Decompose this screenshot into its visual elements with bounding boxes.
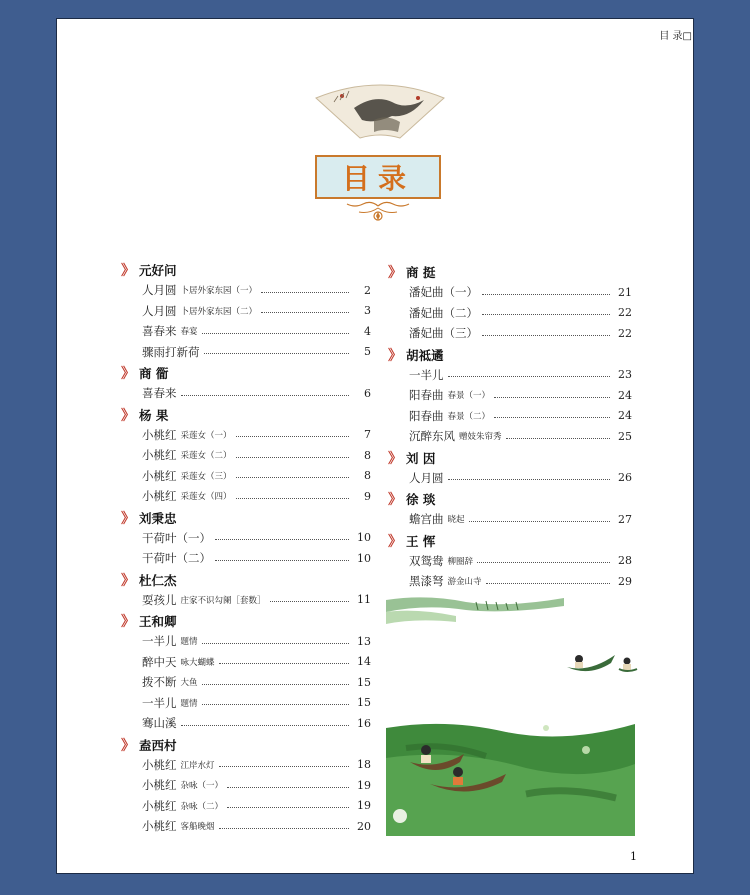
entry-subtitle: 柳圈辞 <box>447 556 474 567</box>
entry-page-number: 26 <box>618 471 632 485</box>
chevron-right-icon: 》 <box>121 737 135 754</box>
entry-subtitle: 客船晚烟 <box>180 822 215 833</box>
author-heading <box>388 262 632 282</box>
author-heading <box>121 611 371 631</box>
toc-left-column <box>121 259 371 837</box>
toc-entry[interactable] <box>388 509 632 530</box>
entry-page-number: 24 <box>618 388 632 402</box>
toc-entry[interactable] <box>121 631 371 652</box>
author-heading <box>121 363 371 383</box>
dot-leader <box>469 521 610 522</box>
entry-title: 黑漆弩 <box>409 574 444 589</box>
toc-entry[interactable] <box>121 486 371 507</box>
entry-page-number: 5 <box>364 345 371 359</box>
chevron-right-icon: 》 <box>388 533 402 550</box>
toc-entry[interactable] <box>121 445 371 466</box>
entry-subtitle: 采莲女（三） <box>180 471 232 482</box>
dot-leader <box>181 725 350 726</box>
entry-title: 阳春曲 <box>409 388 444 403</box>
toc-entry[interactable] <box>388 551 632 572</box>
chevron-right-icon: 》 <box>388 347 402 364</box>
entry-page-number: 2 <box>364 283 371 297</box>
chevron-right-icon: 》 <box>388 492 402 508</box>
entry-page-number: 8 <box>364 448 371 462</box>
toc-entry[interactable] <box>121 590 371 611</box>
entry-title: 双鸳鸯 <box>409 553 444 568</box>
toc-entry[interactable] <box>121 425 371 446</box>
dot-leader <box>202 704 349 705</box>
dot-leader <box>270 601 349 602</box>
toc-title-text: 目录 <box>341 162 414 195</box>
toc-title <box>315 155 441 199</box>
entry-page-number: 7 <box>364 428 371 442</box>
author-name: 刘秉忠 <box>139 510 177 526</box>
entry-title: 一半儿 <box>142 695 177 710</box>
entry-subtitle: 题情 <box>180 637 198 648</box>
toc-entry[interactable] <box>388 323 632 344</box>
entry-page-number: 24 <box>618 409 632 423</box>
dot-leader <box>236 436 349 437</box>
entry-page-number: 21 <box>618 285 632 299</box>
toc-entry[interactable] <box>121 816 371 837</box>
chevron-right-icon: 》 <box>121 263 135 279</box>
dot-leader <box>202 333 349 334</box>
author-name: 刘 因 <box>406 450 436 466</box>
entry-page-number: 15 <box>357 696 371 710</box>
entry-page-number: 18 <box>357 758 371 772</box>
toc-entry[interactable] <box>121 342 371 363</box>
entry-title: 人月圆 <box>409 470 444 485</box>
dot-leader <box>204 353 350 354</box>
chevron-right-icon: 》 <box>121 407 135 424</box>
toc-entry[interactable] <box>121 528 371 549</box>
entry-title: 小桃红 <box>142 448 177 463</box>
toc-entry[interactable] <box>121 713 371 734</box>
page-number: 1 <box>630 850 637 863</box>
entry-title: 潘妃曲（一） <box>409 285 478 300</box>
toc-entry[interactable] <box>121 321 371 342</box>
toc-entry[interactable] <box>388 385 632 406</box>
entry-title: 潘妃曲（三） <box>409 326 478 341</box>
toc-entry[interactable] <box>121 280 371 301</box>
chevron-right-icon: 》 <box>121 366 135 382</box>
toc-entry[interactable] <box>121 652 371 673</box>
entry-title: 小桃红 <box>142 757 177 772</box>
entry-subtitle: 庄家不识勾阑［套数］ <box>180 595 266 606</box>
dot-leader <box>219 828 349 829</box>
entry-page-number: 4 <box>364 324 371 338</box>
entry-page-number: 22 <box>618 306 632 320</box>
dot-leader <box>494 397 610 398</box>
dot-leader <box>261 292 349 293</box>
author-name: 商 衟 <box>139 366 169 381</box>
entry-subtitle: 大鱼 <box>180 678 198 689</box>
author-heading <box>388 489 632 509</box>
toc-entry[interactable] <box>388 303 632 324</box>
entry-subtitle: 题情 <box>180 698 198 709</box>
boat-illustration <box>565 645 639 677</box>
author-name: 徐 琰 <box>406 492 436 507</box>
dot-leader <box>236 498 349 499</box>
entry-title: 干荷叶（二） <box>142 551 211 566</box>
toc-entry[interactable] <box>388 468 632 489</box>
chevron-right-icon: 》 <box>121 510 135 527</box>
entry-page-number: 10 <box>357 531 371 545</box>
entry-page-number: 19 <box>357 778 371 792</box>
entry-title: 醉中天 <box>142 654 177 669</box>
landscape-illustration <box>386 592 564 628</box>
chevron-right-icon: 》 <box>388 450 402 467</box>
entry-page-number: 9 <box>364 489 371 503</box>
author-heading <box>388 531 632 551</box>
author-heading <box>121 735 371 755</box>
dot-leader <box>227 807 349 808</box>
toc-entry[interactable] <box>388 426 632 447</box>
entry-subtitle: 游金山寺 <box>447 577 482 588</box>
entry-page-number: 15 <box>357 675 371 689</box>
entry-subtitle: 春景（一） <box>447 391 491 402</box>
dot-leader <box>506 438 610 439</box>
entry-title: 阳春曲 <box>409 408 444 423</box>
entry-subtitle: 春宴 <box>180 327 198 338</box>
dot-leader <box>181 395 350 396</box>
entry-title: 潘妃曲（二） <box>409 305 478 320</box>
chevron-right-icon: 》 <box>121 572 135 589</box>
author-name: 王和卿 <box>139 614 177 629</box>
dot-leader <box>215 560 349 561</box>
entry-title: 小桃红 <box>142 778 177 793</box>
entry-subtitle: 卜居外家东园（二） <box>180 306 258 317</box>
chevron-right-icon: 》 <box>121 614 135 630</box>
dot-leader <box>219 766 349 767</box>
toc-entry[interactable] <box>121 775 371 796</box>
dot-leader <box>215 539 349 540</box>
entry-subtitle: 采莲女（二） <box>180 451 232 462</box>
entry-title: 人月圆 <box>142 303 177 318</box>
entry-title: 小桃红 <box>142 798 177 813</box>
entry-page-number: 8 <box>364 469 371 483</box>
toc-entry[interactable] <box>388 282 632 303</box>
entry-subtitle: 杂咏（二） <box>180 801 224 812</box>
author-name: 元好问 <box>139 263 177 278</box>
entry-page-number: 29 <box>618 574 632 588</box>
toc-entry[interactable] <box>121 672 371 693</box>
entry-page-number: 25 <box>618 429 632 443</box>
entry-page-number: 10 <box>357 551 371 565</box>
entry-page-number: 16 <box>357 716 371 730</box>
author-name: 胡祗遹 <box>406 347 444 363</box>
author-name: 商 挺 <box>406 265 436 280</box>
dot-leader <box>486 583 610 584</box>
running-header: 目 录□ <box>659 31 692 42</box>
entry-subtitle: 卜居外家东园（一） <box>180 286 258 297</box>
dot-leader <box>482 314 610 315</box>
author-heading <box>388 448 632 468</box>
entry-page-number: 14 <box>357 655 371 669</box>
entry-title: 耍孩儿 <box>142 592 177 607</box>
entry-subtitle: 赠妓朱帘秀 <box>459 432 502 443</box>
author-name: 杜仁杰 <box>139 572 177 588</box>
dot-leader <box>202 684 349 685</box>
dot-leader <box>236 457 349 458</box>
toc-right-column <box>388 261 632 592</box>
entry-page-number: 23 <box>618 368 632 382</box>
toc-entry[interactable] <box>121 796 371 817</box>
author-heading <box>121 508 371 528</box>
author-name: 王 恽 <box>406 533 436 549</box>
entry-subtitle: 杂咏（一） <box>180 781 224 792</box>
toc-entry[interactable] <box>121 755 371 776</box>
entry-subtitle: 晓起 <box>447 515 465 526</box>
entry-title: 拨不断 <box>142 675 177 690</box>
author-heading <box>121 260 371 280</box>
chevron-right-icon: 》 <box>388 265 402 281</box>
entry-subtitle: 江岸水灯 <box>180 760 215 771</box>
entry-page-number: 27 <box>618 512 632 526</box>
entry-title: 蟾宫曲 <box>409 512 444 527</box>
author-name: 杨 果 <box>139 407 169 423</box>
entry-title: 小桃红 <box>142 468 177 483</box>
dot-leader <box>219 663 349 664</box>
entry-page-number: 13 <box>357 634 371 648</box>
entry-page-number: 22 <box>618 326 632 340</box>
toc-entry[interactable] <box>121 301 371 322</box>
author-heading <box>388 345 632 365</box>
dot-leader <box>227 787 349 788</box>
fan-painting <box>314 80 446 140</box>
entry-subtitle: 咏大蝴蝶 <box>180 657 215 668</box>
entry-subtitle: 采莲女（四） <box>180 492 232 503</box>
entry-page-number: 11 <box>357 593 371 607</box>
entry-title: 人月圆 <box>142 283 177 298</box>
entry-title: 干荷叶（一） <box>142 530 211 545</box>
toc-entry[interactable] <box>388 571 632 592</box>
toc-entry[interactable] <box>121 466 371 487</box>
entry-title: 喜春来 <box>142 386 177 401</box>
entry-title: 骤雨打新荷 <box>142 344 200 359</box>
toc-entry[interactable] <box>388 406 632 427</box>
toc-entry[interactable] <box>121 383 371 404</box>
ornament-icon <box>341 200 415 226</box>
dot-leader <box>261 312 349 313</box>
entry-title: 骞山溪 <box>142 716 177 731</box>
entry-page-number: 28 <box>618 554 632 568</box>
entry-title: 沉醉东风 <box>409 429 455 444</box>
dot-leader <box>236 477 349 478</box>
author-heading <box>121 405 371 425</box>
entry-title: 小桃红 <box>142 489 177 504</box>
toc-entry[interactable] <box>388 365 632 386</box>
author-heading <box>121 570 371 590</box>
entry-title: 小桃红 <box>142 427 177 442</box>
entry-title: 一半儿 <box>142 634 177 649</box>
dot-leader <box>202 643 349 644</box>
entry-page-number: 19 <box>357 799 371 813</box>
toc-entry[interactable] <box>121 548 371 569</box>
dot-leader <box>477 562 610 563</box>
entry-subtitle: 采莲女（一） <box>180 430 232 441</box>
entry-page-number: 6 <box>364 386 371 400</box>
entry-title: 小桃红 <box>142 819 177 834</box>
entry-page-number: 20 <box>357 819 371 833</box>
entry-subtitle: 春景（二） <box>447 411 491 422</box>
author-name: 盍西村 <box>139 737 177 753</box>
entry-page-number: 3 <box>364 304 371 318</box>
dot-leader <box>482 294 610 295</box>
dot-leader <box>448 479 611 480</box>
dot-leader <box>482 335 610 336</box>
toc-entry[interactable] <box>121 693 371 714</box>
entry-title: 一半儿 <box>409 367 444 382</box>
dot-leader <box>494 417 610 418</box>
lotus-pond-illustration <box>386 698 635 836</box>
dot-leader <box>448 376 611 377</box>
entry-title: 喜春来 <box>142 324 177 339</box>
